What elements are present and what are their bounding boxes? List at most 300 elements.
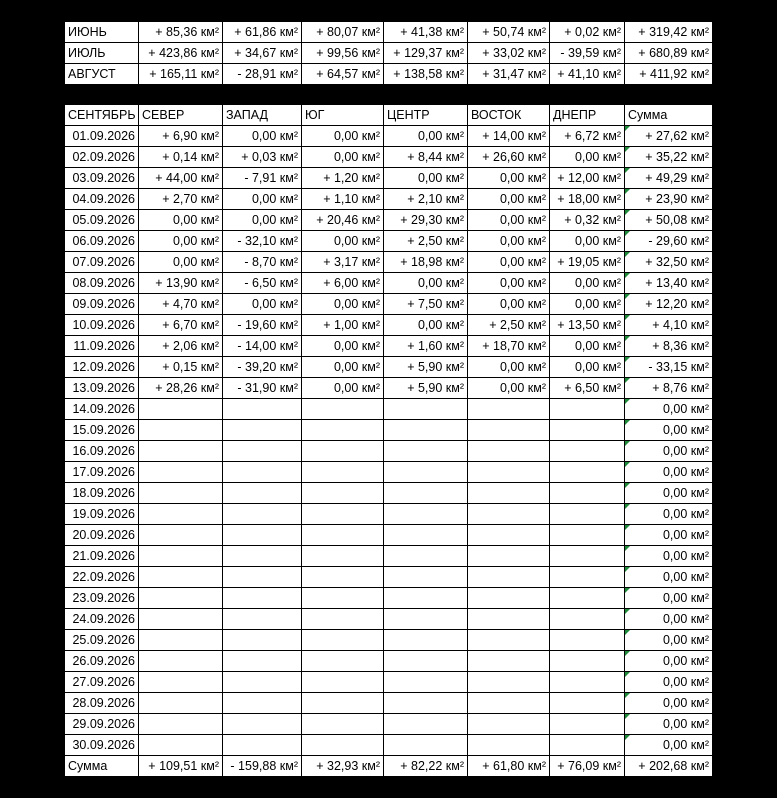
- date-cell[interactable]: 17.09.2026: [65, 462, 139, 483]
- date-cell[interactable]: 02.09.2026: [65, 147, 139, 168]
- total-value-cell[interactable]: + 82,22 км²: [384, 756, 468, 777]
- day-value-cell[interactable]: [550, 693, 625, 714]
- header-cell-sum[interactable]: Сумма: [625, 105, 713, 126]
- date-cell[interactable]: 16.09.2026: [65, 441, 139, 462]
- date-cell[interactable]: 19.09.2026: [65, 504, 139, 525]
- date-cell[interactable]: 13.09.2026: [65, 378, 139, 399]
- date-cell[interactable]: 26.09.2026: [65, 651, 139, 672]
- month-label-cell[interactable]: ИЮЛЬ: [65, 43, 139, 64]
- day-value-cell[interactable]: + 2,06 км²: [139, 336, 223, 357]
- day-sum-cell[interactable]: + 12,20 км²: [625, 294, 713, 315]
- day-row: [65, 735, 713, 756]
- day-value-cell[interactable]: + 8,44 км²: [384, 147, 468, 168]
- day-value-cell[interactable]: [550, 441, 625, 462]
- day-sum-cell[interactable]: - 33,15 км²: [625, 357, 713, 378]
- day-sum-cell[interactable]: 0,00 км²: [625, 567, 713, 588]
- day-sum-cell[interactable]: 0,00 км²: [625, 651, 713, 672]
- day-row: [65, 504, 713, 525]
- date-cell[interactable]: 23.09.2026: [65, 588, 139, 609]
- day-row: [65, 336, 713, 357]
- day-value-cell[interactable]: [223, 588, 302, 609]
- day-value-cell[interactable]: 0,00 км²: [223, 210, 302, 231]
- day-value-cell[interactable]: [302, 525, 384, 546]
- day-value-cell[interactable]: [384, 483, 468, 504]
- date-cell[interactable]: 15.09.2026: [65, 420, 139, 441]
- day-sum-cell[interactable]: + 8,36 км²: [625, 336, 713, 357]
- day-value-cell[interactable]: [550, 399, 625, 420]
- day-value-cell[interactable]: [139, 651, 223, 672]
- day-value-cell[interactable]: 0,00 км²: [468, 231, 550, 252]
- day-value-cell[interactable]: 0,00 км²: [302, 126, 384, 147]
- day-value-cell[interactable]: [468, 609, 550, 630]
- header-cell-sever[interactable]: СЕВЕР: [139, 105, 223, 126]
- day-value-cell[interactable]: 0,00 км²: [468, 357, 550, 378]
- day-value-cell[interactable]: [223, 651, 302, 672]
- day-value-cell[interactable]: 0,00 км²: [223, 126, 302, 147]
- day-value-cell[interactable]: + 18,00 км²: [550, 189, 625, 210]
- total-value-cell[interactable]: + 109,51 км²: [139, 756, 223, 777]
- month-value-cell[interactable]: - 39,59 км²: [550, 43, 625, 64]
- day-value-cell[interactable]: [223, 525, 302, 546]
- day-value-cell[interactable]: + 12,00 км²: [550, 168, 625, 189]
- day-value-cell[interactable]: [139, 525, 223, 546]
- date-cell[interactable]: 06.09.2026: [65, 231, 139, 252]
- day-row: [65, 609, 713, 630]
- day-value-cell[interactable]: [139, 588, 223, 609]
- day-value-cell[interactable]: [139, 420, 223, 441]
- header-cell-zapad[interactable]: ЗАПАД: [223, 105, 302, 126]
- day-value-cell[interactable]: [139, 630, 223, 651]
- day-sum-cell[interactable]: 0,00 км²: [625, 504, 713, 525]
- day-value-cell[interactable]: 0,00 км²: [550, 147, 625, 168]
- total-sum-cell[interactable]: + 202,68 км²: [625, 756, 713, 777]
- month-value-cell[interactable]: + 64,57 км²: [302, 64, 384, 85]
- month-value-cell[interactable]: + 31,47 км²: [468, 64, 550, 85]
- day-value-cell[interactable]: [468, 714, 550, 735]
- day-sum-cell[interactable]: 0,00 км²: [625, 630, 713, 651]
- day-value-cell[interactable]: + 0,03 км²: [223, 147, 302, 168]
- month-value-cell[interactable]: + 61,86 км²: [223, 22, 302, 43]
- month-label-cell[interactable]: АВГУСТ: [65, 64, 139, 85]
- day-value-cell[interactable]: [223, 420, 302, 441]
- day-value-cell[interactable]: [302, 630, 384, 651]
- day-value-cell[interactable]: [384, 735, 468, 756]
- day-row: [65, 420, 713, 441]
- day-value-cell[interactable]: [468, 672, 550, 693]
- day-value-cell[interactable]: 0,00 км²: [302, 294, 384, 315]
- day-sum-cell[interactable]: 0,00 км²: [625, 483, 713, 504]
- total-value-cell[interactable]: + 32,93 км²: [302, 756, 384, 777]
- month-value-cell[interactable]: + 41,38 км²: [384, 22, 468, 43]
- date-cell[interactable]: 08.09.2026: [65, 273, 139, 294]
- day-value-cell[interactable]: + 4,70 км²: [139, 294, 223, 315]
- day-value-cell[interactable]: + 0,32 км²: [550, 210, 625, 231]
- day-value-cell[interactable]: [302, 399, 384, 420]
- date-cell[interactable]: 29.09.2026: [65, 714, 139, 735]
- day-value-cell[interactable]: 0,00 км²: [384, 126, 468, 147]
- day-value-cell[interactable]: + 2,10 км²: [384, 189, 468, 210]
- day-value-cell[interactable]: [468, 735, 550, 756]
- day-value-cell[interactable]: [384, 714, 468, 735]
- day-value-cell[interactable]: 0,00 км²: [302, 357, 384, 378]
- day-sum-cell[interactable]: 0,00 км²: [625, 609, 713, 630]
- day-sum-cell[interactable]: 0,00 км²: [625, 672, 713, 693]
- month-row: [65, 22, 713, 43]
- day-value-cell[interactable]: [139, 609, 223, 630]
- day-value-cell[interactable]: + 5,90 км²: [384, 378, 468, 399]
- total-value-cell[interactable]: + 61,80 км²: [468, 756, 550, 777]
- date-cell[interactable]: 22.09.2026: [65, 567, 139, 588]
- month-value-cell[interactable]: + 50,74 км²: [468, 22, 550, 43]
- day-value-cell[interactable]: [223, 462, 302, 483]
- day-value-cell[interactable]: + 1,10 км²: [302, 189, 384, 210]
- day-value-cell[interactable]: [223, 546, 302, 567]
- day-value-cell[interactable]: + 18,98 км²: [384, 252, 468, 273]
- day-row: [65, 672, 713, 693]
- day-value-cell[interactable]: 0,00 км²: [384, 273, 468, 294]
- day-value-cell[interactable]: [384, 693, 468, 714]
- day-value-cell[interactable]: + 0,15 км²: [139, 357, 223, 378]
- day-value-cell[interactable]: [468, 483, 550, 504]
- date-cell[interactable]: 07.09.2026: [65, 252, 139, 273]
- day-value-cell[interactable]: [468, 525, 550, 546]
- day-value-cell[interactable]: [468, 504, 550, 525]
- day-sum-cell[interactable]: + 50,08 км²: [625, 210, 713, 231]
- day-value-cell[interactable]: [139, 462, 223, 483]
- month-label-cell[interactable]: ИЮНЬ: [65, 22, 139, 43]
- day-row: [65, 210, 713, 231]
- day-value-cell[interactable]: [223, 630, 302, 651]
- header-cell-centr[interactable]: ЦЕНТР: [384, 105, 468, 126]
- day-value-cell[interactable]: + 0,14 км²: [139, 147, 223, 168]
- day-value-cell[interactable]: [302, 651, 384, 672]
- day-value-cell[interactable]: [384, 525, 468, 546]
- date-cell[interactable]: 14.09.2026: [65, 399, 139, 420]
- day-value-cell[interactable]: 0,00 км²: [384, 168, 468, 189]
- day-value-cell[interactable]: [468, 546, 550, 567]
- day-value-cell[interactable]: + 26,60 км²: [468, 147, 550, 168]
- month-value-cell[interactable]: + 99,56 км²: [302, 43, 384, 64]
- day-sum-cell[interactable]: 0,00 км²: [625, 399, 713, 420]
- total-value-cell[interactable]: - 159,88 км²: [223, 756, 302, 777]
- day-value-cell[interactable]: + 1,20 км²: [302, 168, 384, 189]
- month-value-cell[interactable]: + 41,10 км²: [550, 64, 625, 85]
- day-value-cell[interactable]: + 19,05 км²: [550, 252, 625, 273]
- day-sum-cell[interactable]: + 8,76 км²: [625, 378, 713, 399]
- day-value-cell[interactable]: [302, 483, 384, 504]
- september-body: [65, 126, 713, 756]
- day-value-cell[interactable]: [302, 504, 384, 525]
- day-value-cell[interactable]: + 7,50 км²: [384, 294, 468, 315]
- date-cell[interactable]: 10.09.2026: [65, 315, 139, 336]
- day-value-cell[interactable]: [302, 672, 384, 693]
- day-value-cell[interactable]: + 3,17 км²: [302, 252, 384, 273]
- total-value-cell[interactable]: + 76,09 км²: [550, 756, 625, 777]
- september-header: [65, 105, 713, 126]
- total-label-cell[interactable]: Сумма: [65, 756, 139, 777]
- day-row: [65, 273, 713, 294]
- day-value-cell[interactable]: [223, 693, 302, 714]
- day-row: [65, 483, 713, 504]
- day-value-cell[interactable]: [302, 462, 384, 483]
- day-value-cell[interactable]: [550, 420, 625, 441]
- day-sum-cell[interactable]: 0,00 км²: [625, 735, 713, 756]
- day-value-cell[interactable]: + 5,90 км²: [384, 357, 468, 378]
- day-value-cell[interactable]: 0,00 км²: [468, 252, 550, 273]
- day-value-cell[interactable]: [223, 714, 302, 735]
- day-value-cell[interactable]: + 2,50 км²: [384, 231, 468, 252]
- day-value-cell[interactable]: [550, 651, 625, 672]
- month-value-cell[interactable]: + 34,67 км²: [223, 43, 302, 64]
- month-value-cell[interactable]: + 129,37 км²: [384, 43, 468, 64]
- day-value-cell[interactable]: [139, 399, 223, 420]
- month-value-cell[interactable]: + 138,58 км²: [384, 64, 468, 85]
- day-value-cell[interactable]: 0,00 км²: [139, 210, 223, 231]
- date-cell[interactable]: 21.09.2026: [65, 546, 139, 567]
- day-row: [65, 147, 713, 168]
- day-value-cell[interactable]: [468, 630, 550, 651]
- day-value-cell[interactable]: + 6,90 км²: [139, 126, 223, 147]
- day-value-cell[interactable]: [384, 567, 468, 588]
- date-cell[interactable]: 12.09.2026: [65, 357, 139, 378]
- day-sum-cell[interactable]: - 29,60 км²: [625, 231, 713, 252]
- month-value-cell[interactable]: + 165,11 км²: [139, 64, 223, 85]
- date-cell[interactable]: 27.09.2026: [65, 672, 139, 693]
- day-value-cell[interactable]: [468, 462, 550, 483]
- day-value-cell[interactable]: - 14,00 км²: [223, 336, 302, 357]
- day-value-cell[interactable]: [223, 609, 302, 630]
- day-value-cell[interactable]: 0,00 км²: [550, 273, 625, 294]
- day-value-cell[interactable]: + 18,70 км²: [468, 336, 550, 357]
- day-value-cell[interactable]: [302, 567, 384, 588]
- date-cell[interactable]: 30.09.2026: [65, 735, 139, 756]
- day-value-cell[interactable]: [550, 630, 625, 651]
- day-value-cell[interactable]: + 20,46 км²: [302, 210, 384, 231]
- date-cell[interactable]: 20.09.2026: [65, 525, 139, 546]
- day-value-cell[interactable]: [139, 483, 223, 504]
- day-value-cell[interactable]: [384, 672, 468, 693]
- day-value-cell[interactable]: [550, 525, 625, 546]
- day-value-cell[interactable]: 0,00 км²: [139, 252, 223, 273]
- day-value-cell[interactable]: 0,00 км²: [550, 231, 625, 252]
- day-value-cell[interactable]: 0,00 км²: [223, 294, 302, 315]
- day-row: [65, 651, 713, 672]
- month-value-cell[interactable]: + 85,36 км²: [139, 22, 223, 43]
- day-value-cell[interactable]: 0,00 км²: [468, 294, 550, 315]
- day-sum-cell[interactable]: + 27,62 км²: [625, 126, 713, 147]
- day-value-cell[interactable]: [223, 399, 302, 420]
- day-value-cell[interactable]: 0,00 км²: [302, 231, 384, 252]
- header-cell-dnepr[interactable]: ДНЕПР: [550, 105, 625, 126]
- date-cell[interactable]: 24.09.2026: [65, 609, 139, 630]
- day-value-cell[interactable]: [302, 693, 384, 714]
- day-value-cell[interactable]: [139, 504, 223, 525]
- day-value-cell[interactable]: 0,00 км²: [223, 189, 302, 210]
- day-value-cell[interactable]: + 6,50 км²: [550, 378, 625, 399]
- day-value-cell[interactable]: [468, 420, 550, 441]
- day-value-cell[interactable]: [384, 441, 468, 462]
- day-row: [65, 126, 713, 147]
- day-value-cell[interactable]: [468, 651, 550, 672]
- day-value-cell[interactable]: + 29,30 км²: [384, 210, 468, 231]
- day-value-cell[interactable]: + 6,70 км²: [139, 315, 223, 336]
- day-value-cell[interactable]: [468, 399, 550, 420]
- day-sum-cell[interactable]: 0,00 км²: [625, 588, 713, 609]
- header-cell-yug[interactable]: ЮГ: [302, 105, 384, 126]
- day-sum-cell[interactable]: 0,00 км²: [625, 693, 713, 714]
- day-sum-cell[interactable]: 0,00 км²: [625, 714, 713, 735]
- day-value-cell[interactable]: 0,00 км²: [468, 273, 550, 294]
- day-value-cell[interactable]: [550, 609, 625, 630]
- day-value-cell[interactable]: [384, 651, 468, 672]
- day-row: [65, 378, 713, 399]
- day-value-cell[interactable]: + 28,26 км²: [139, 378, 223, 399]
- day-sum-cell[interactable]: 0,00 км²: [625, 420, 713, 441]
- date-cell[interactable]: 11.09.2026: [65, 336, 139, 357]
- day-value-cell[interactable]: [139, 441, 223, 462]
- month-sum-cell[interactable]: + 411,92 км²: [625, 64, 713, 85]
- day-value-cell[interactable]: [223, 483, 302, 504]
- date-cell[interactable]: 25.09.2026: [65, 630, 139, 651]
- day-value-cell[interactable]: [139, 567, 223, 588]
- day-value-cell[interactable]: + 13,90 км²: [139, 273, 223, 294]
- day-value-cell[interactable]: + 2,50 км²: [468, 315, 550, 336]
- day-sum-cell[interactable]: + 13,40 км²: [625, 273, 713, 294]
- day-sum-cell[interactable]: + 4,10 км²: [625, 315, 713, 336]
- day-value-cell[interactable]: 0,00 км²: [302, 378, 384, 399]
- day-value-cell[interactable]: 0,00 км²: [468, 168, 550, 189]
- day-value-cell[interactable]: 0,00 км²: [302, 147, 384, 168]
- date-cell[interactable]: 18.09.2026: [65, 483, 139, 504]
- day-value-cell[interactable]: - 7,91 км²: [223, 168, 302, 189]
- day-value-cell[interactable]: [223, 567, 302, 588]
- day-value-cell[interactable]: - 8,70 км²: [223, 252, 302, 273]
- day-value-cell[interactable]: + 13,50 км²: [550, 315, 625, 336]
- day-value-cell[interactable]: [384, 420, 468, 441]
- day-value-cell[interactable]: [468, 441, 550, 462]
- day-value-cell[interactable]: [550, 504, 625, 525]
- day-value-cell[interactable]: [139, 735, 223, 756]
- day-value-cell[interactable]: [384, 546, 468, 567]
- day-value-cell[interactable]: [139, 714, 223, 735]
- day-row: [65, 294, 713, 315]
- day-value-cell[interactable]: + 14,00 км²: [468, 126, 550, 147]
- day-value-cell[interactable]: [139, 672, 223, 693]
- day-value-cell[interactable]: 0,00 км²: [468, 210, 550, 231]
- day-row: [65, 399, 713, 420]
- header-cell-month[interactable]: СЕНТЯБРЬ: [65, 105, 139, 126]
- day-value-cell[interactable]: 0,00 км²: [550, 294, 625, 315]
- header-cell-vostok[interactable]: ВОСТОК: [468, 105, 550, 126]
- month-value-cell[interactable]: - 28,91 км²: [223, 64, 302, 85]
- date-cell[interactable]: 04.09.2026: [65, 189, 139, 210]
- day-value-cell[interactable]: [550, 714, 625, 735]
- day-sum-cell[interactable]: 0,00 км²: [625, 462, 713, 483]
- month-sum-cell[interactable]: + 680,89 км²: [625, 43, 713, 64]
- day-value-cell[interactable]: + 6,00 км²: [302, 273, 384, 294]
- day-value-cell[interactable]: [550, 567, 625, 588]
- day-sum-cell[interactable]: 0,00 км²: [625, 525, 713, 546]
- day-value-cell[interactable]: + 6,72 км²: [550, 126, 625, 147]
- day-value-cell[interactable]: [384, 588, 468, 609]
- day-value-cell[interactable]: + 1,60 км²: [384, 336, 468, 357]
- date-cell[interactable]: 03.09.2026: [65, 168, 139, 189]
- day-sum-cell[interactable]: 0,00 км²: [625, 441, 713, 462]
- date-cell[interactable]: 28.09.2026: [65, 693, 139, 714]
- day-value-cell[interactable]: - 32,10 км²: [223, 231, 302, 252]
- day-value-cell[interactable]: [384, 630, 468, 651]
- month-sum-cell[interactable]: + 319,42 км²: [625, 22, 713, 43]
- day-value-cell[interactable]: [139, 693, 223, 714]
- day-value-cell[interactable]: + 1,00 км²: [302, 315, 384, 336]
- day-sum-cell[interactable]: + 32,50 км²: [625, 252, 713, 273]
- day-value-cell[interactable]: [302, 420, 384, 441]
- day-value-cell[interactable]: [302, 588, 384, 609]
- day-value-cell[interactable]: - 39,20 км²: [223, 357, 302, 378]
- day-value-cell[interactable]: [550, 672, 625, 693]
- day-value-cell[interactable]: [550, 588, 625, 609]
- day-value-cell[interactable]: [384, 399, 468, 420]
- day-value-cell[interactable]: [550, 462, 625, 483]
- day-value-cell[interactable]: 0,00 км²: [139, 231, 223, 252]
- day-value-cell[interactable]: [384, 462, 468, 483]
- day-value-cell[interactable]: [139, 546, 223, 567]
- day-value-cell[interactable]: [302, 441, 384, 462]
- day-value-cell[interactable]: [302, 546, 384, 567]
- day-value-cell[interactable]: [468, 693, 550, 714]
- day-value-cell[interactable]: [384, 609, 468, 630]
- day-value-cell[interactable]: 0,00 км²: [468, 189, 550, 210]
- date-cell[interactable]: 09.09.2026: [65, 294, 139, 315]
- day-value-cell[interactable]: [550, 546, 625, 567]
- day-value-cell[interactable]: + 44,00 км²: [139, 168, 223, 189]
- date-cell[interactable]: 05.09.2026: [65, 210, 139, 231]
- day-value-cell[interactable]: [302, 714, 384, 735]
- day-value-cell[interactable]: - 6,50 км²: [223, 273, 302, 294]
- month-value-cell[interactable]: + 423,86 км²: [139, 43, 223, 64]
- day-value-cell[interactable]: [223, 735, 302, 756]
- day-sum-cell[interactable]: + 49,29 км²: [625, 168, 713, 189]
- day-value-cell[interactable]: [550, 483, 625, 504]
- day-value-cell[interactable]: [302, 735, 384, 756]
- day-sum-cell[interactable]: 0,00 км²: [625, 546, 713, 567]
- day-value-cell[interactable]: 0,00 км²: [468, 378, 550, 399]
- month-value-cell[interactable]: + 33,02 км²: [468, 43, 550, 64]
- day-sum-cell[interactable]: + 35,22 км²: [625, 147, 713, 168]
- day-value-cell[interactable]: 0,00 км²: [550, 357, 625, 378]
- day-row: [65, 315, 713, 336]
- day-value-cell[interactable]: + 2,70 км²: [139, 189, 223, 210]
- day-value-cell[interactable]: 0,00 км²: [384, 315, 468, 336]
- day-value-cell[interactable]: [223, 504, 302, 525]
- date-cell[interactable]: 01.09.2026: [65, 126, 139, 147]
- day-value-cell[interactable]: [223, 441, 302, 462]
- day-sum-cell[interactable]: + 23,90 км²: [625, 189, 713, 210]
- day-value-cell[interactable]: [550, 735, 625, 756]
- day-value-cell[interactable]: - 19,60 км²: [223, 315, 302, 336]
- month-value-cell[interactable]: + 0,02 км²: [550, 22, 625, 43]
- day-value-cell[interactable]: [384, 504, 468, 525]
- day-value-cell[interactable]: - 31,90 км²: [223, 378, 302, 399]
- month-value-cell[interactable]: + 80,07 км²: [302, 22, 384, 43]
- day-value-cell[interactable]: [223, 672, 302, 693]
- day-value-cell[interactable]: [468, 588, 550, 609]
- day-value-cell[interactable]: [468, 567, 550, 588]
- day-value-cell[interactable]: 0,00 км²: [550, 336, 625, 357]
- day-value-cell[interactable]: 0,00 км²: [302, 336, 384, 357]
- monthly-summary-body: [65, 22, 713, 85]
- day-value-cell[interactable]: [302, 609, 384, 630]
